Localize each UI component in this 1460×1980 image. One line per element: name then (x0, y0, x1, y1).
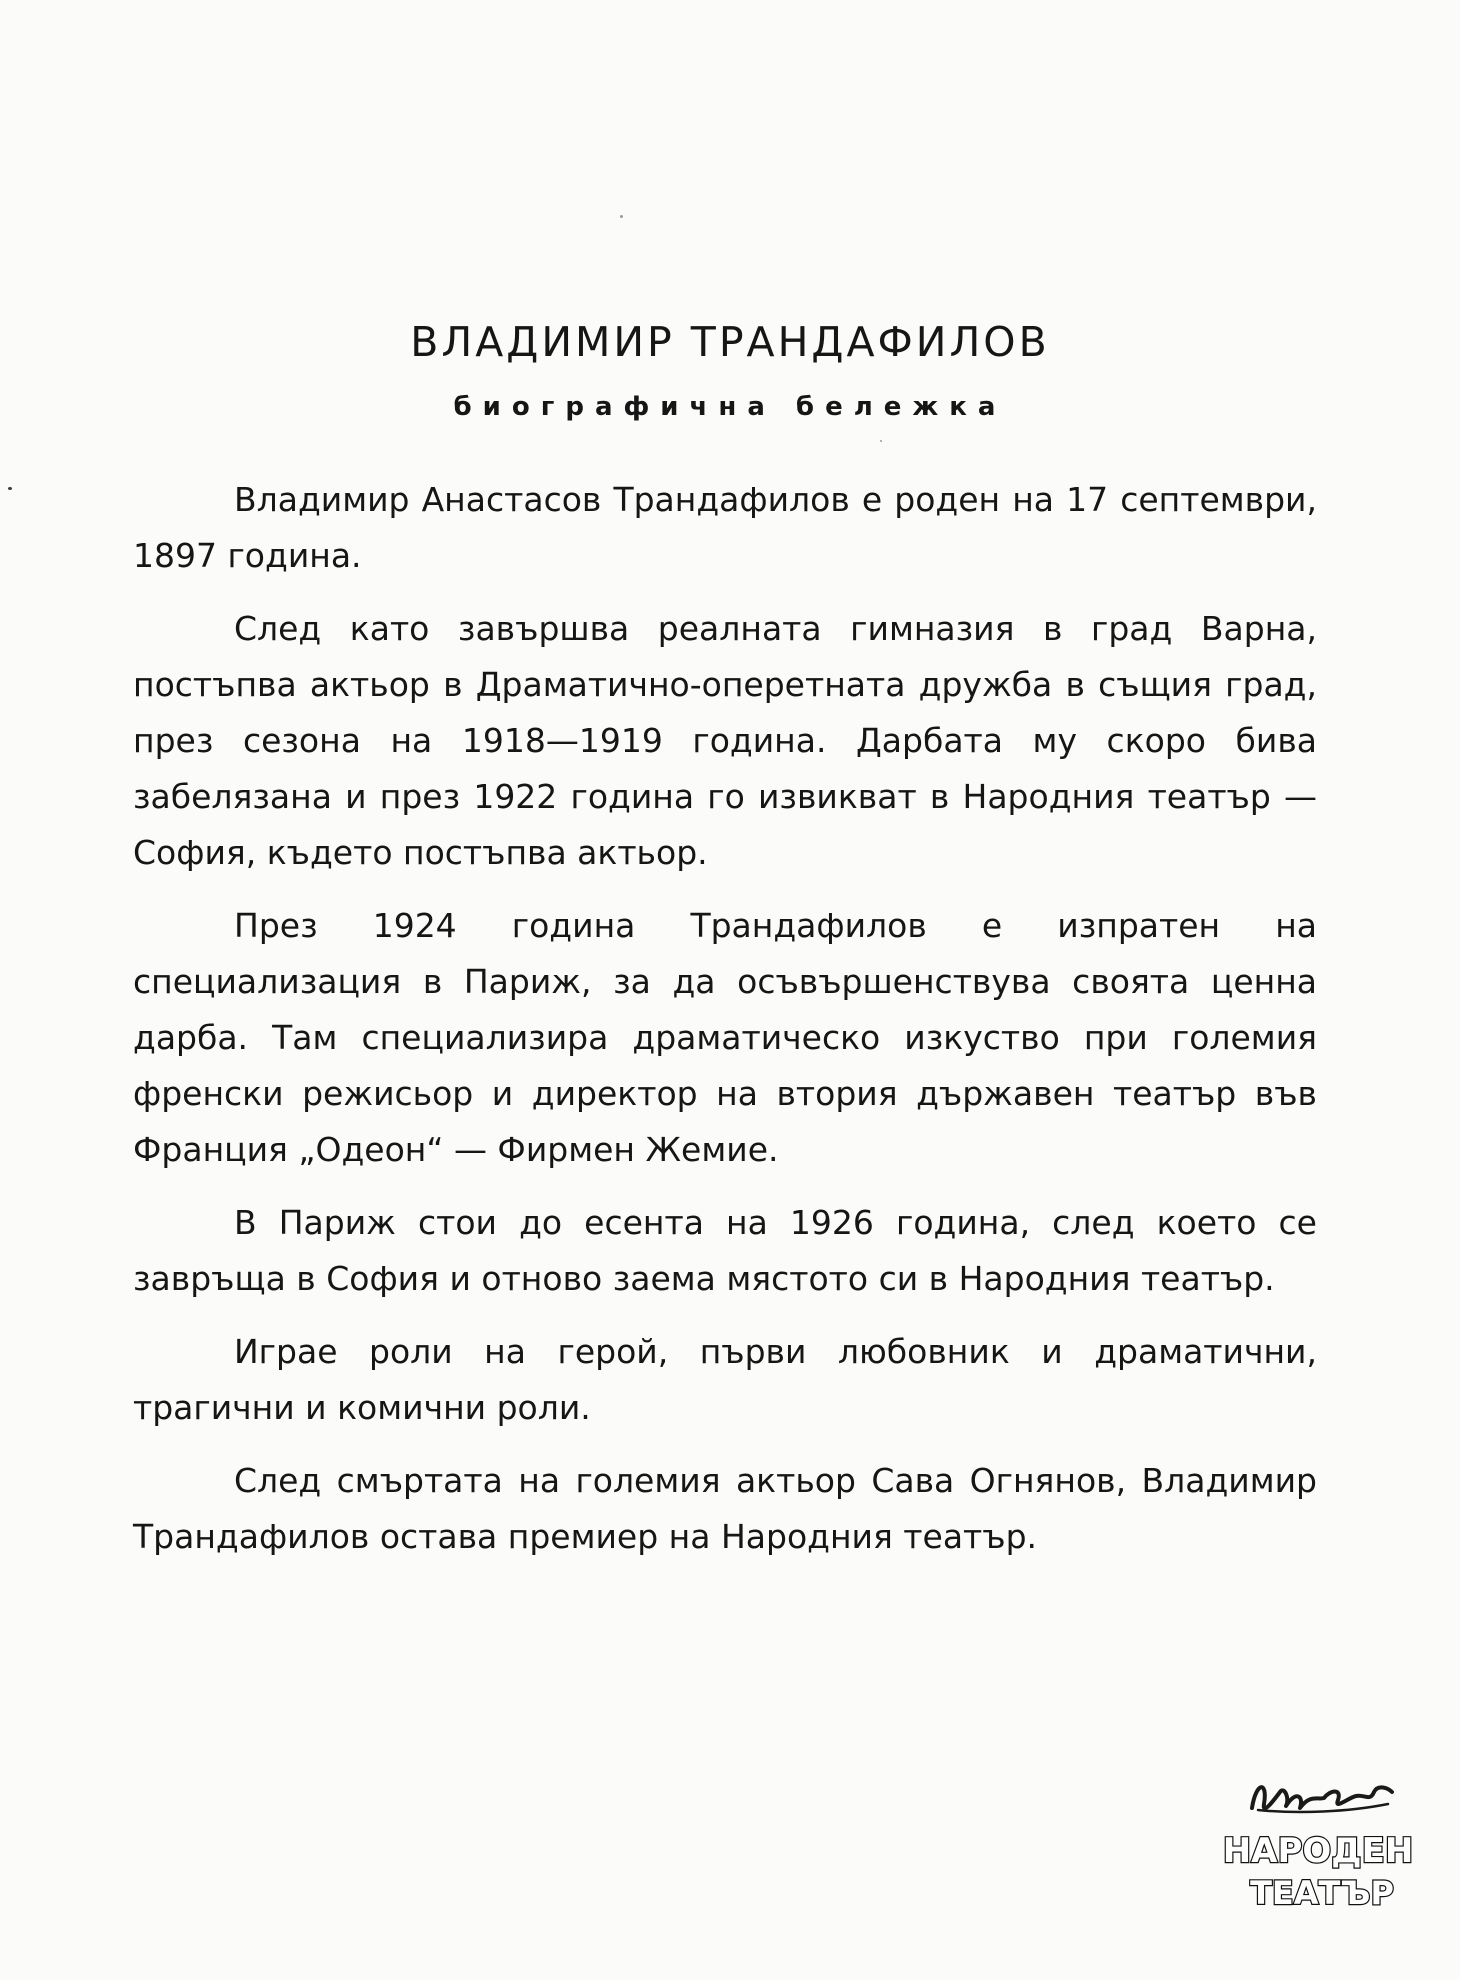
paper-speck (620, 215, 623, 218)
document-subtitle: биографична бележка (453, 392, 1007, 422)
biography-text (133, 472, 1317, 1582)
national-theatre-logo (1222, 1770, 1414, 1920)
paper-speck (8, 487, 12, 490)
paragraph-paris-specialization: През 1924 година Трандафилов е изпратен на специализация в Париж, за да осъвършенствува своята ценна дарба. Там специализира драматическо изкуство при големия френски режисьор и директор на втория държавен театър във Франция „Одеон“ — Фирмен Жемие. (133, 906, 1317, 1169)
paragraph-early-career: След като завършва реалната гимназия в град Варна, постъпва актьор в Драматично-оперетната дружба в същия град, през сезона на 1918—1919 година. Дарбата му скоро бива забелязана и през 1922 година го извикват в Народния театър — София, където постъпва актьор. (133, 609, 1317, 872)
stamp-line-1: НАРОДЕН (1222, 1831, 1414, 1871)
paragraph-birth: Владимир Анастасов Трандафилов е роден на 17 септември, 1897 година. (133, 480, 1317, 575)
paragraph-premier: След смъртата на големия актьор Сава Огнянов, Владимир Трандафилов остава премиер на Народния театър. (133, 1461, 1317, 1556)
paragraph-return-sofia: В Париж стои до есента на 1926 година, след което се завръща в София и отново заема мястото си в Народния театър. (133, 1203, 1317, 1298)
paragraph-roles: Играе роли на герой, първи любовник и драматични, трагични и комични роли. (133, 1332, 1317, 1427)
stamp-line-2: ТЕАТЪР (1250, 1874, 1394, 1912)
document-title: ВЛАДИМИР ТРАНДАФИЛОВ (410, 318, 1050, 366)
national-theatre-logo-icon (1222, 1770, 1414, 1920)
paper-speck (880, 440, 882, 442)
